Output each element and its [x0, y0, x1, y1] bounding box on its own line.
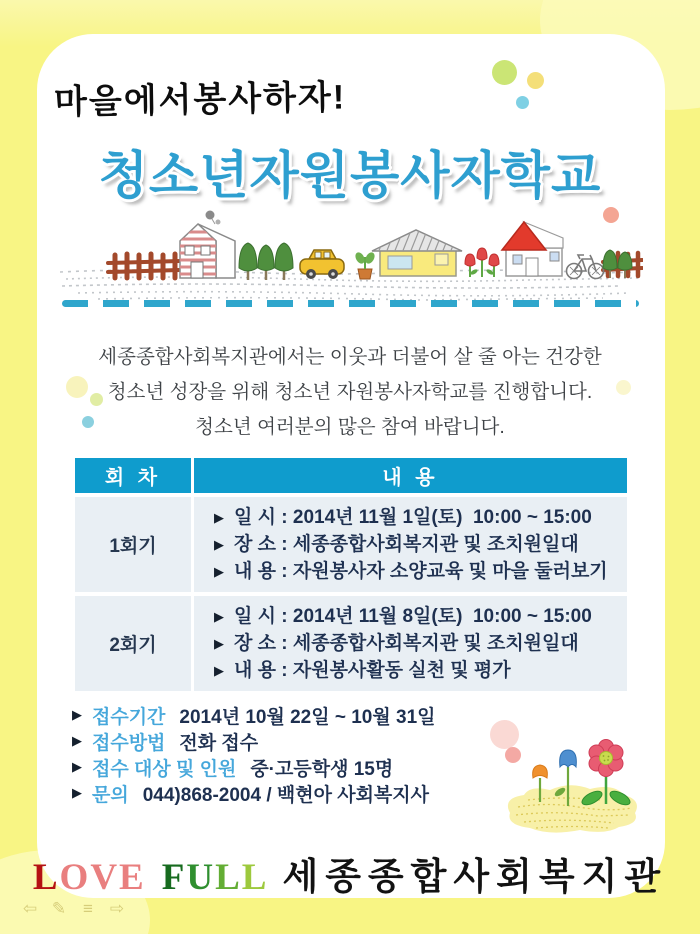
- confetti-dot-icon: [492, 60, 517, 85]
- house-striped-icon: [176, 211, 235, 279]
- header-content-cell: 내 용: [194, 458, 627, 493]
- brand-letter: F: [161, 857, 187, 898]
- table-row: [75, 596, 627, 691]
- bullet-arrow-icon: ▶: [214, 609, 224, 624]
- brand-full-word: [162, 857, 269, 898]
- brand-letter: V: [90, 857, 120, 898]
- bullet-arrow-icon: ▶: [72, 785, 82, 800]
- dashed-divider: [62, 300, 639, 307]
- table-row: [75, 497, 627, 592]
- house-yellow-icon: [372, 228, 462, 276]
- house-redroof-icon: [502, 222, 563, 276]
- schedule-item: ▶ 일 시 : 2014년 11월 1일(토) 10:00 ~ 15:00: [214, 504, 627, 531]
- info-value: 중·고등학생 15명: [250, 758, 394, 780]
- list-item: [72, 728, 436, 754]
- list-item: [72, 780, 436, 806]
- bullet-arrow-icon: ▶: [72, 759, 82, 774]
- info-label: 접수기간: [92, 706, 166, 728]
- bullet-arrow-icon: ▶: [214, 537, 224, 552]
- schedule-table: [75, 458, 627, 691]
- schedule-item: ▶ 내 용 : 자원봉사자 소양교육 및 마을 둘러보기: [214, 558, 627, 585]
- info-value: 2014년 10월 22일 ~ 10월 31일: [179, 706, 436, 728]
- application-info-list: [72, 702, 436, 806]
- menu-icon[interactable]: ≡: [83, 899, 93, 918]
- fence-left-icon: [108, 254, 180, 278]
- intro-line: 세종종합사회복지관에서는 이웃과 더불어 살 줄 아는 건강한: [98, 346, 602, 368]
- viewer-toolbar: [20, 899, 127, 919]
- flower-garden-illustration: [488, 712, 648, 842]
- intro-line: 청소년 성장을 위해 청소년 자원봉사자학교를 진행합니다.: [107, 381, 593, 403]
- session-label: 1회기: [109, 536, 157, 557]
- info-value: 044)868-2004 / 백현아 사회복지사: [142, 784, 429, 806]
- poster-title: 청소년자원봉사자학교: [98, 147, 602, 204]
- schedule-item: ▶ 일 시 : 2014년 11월 8일(토) 10:00 ~ 15:00: [214, 603, 627, 630]
- info-label: 접수 대상 및 인원: [92, 758, 237, 780]
- village-illustration: [58, 210, 643, 302]
- forward-icon[interactable]: ⇨: [109, 899, 125, 918]
- intro-text: [0, 340, 700, 445]
- bullet-arrow-icon: ▶: [214, 564, 224, 579]
- brand-letter: L: [241, 857, 269, 898]
- brand-letter: E: [119, 857, 146, 898]
- bicycle-icon: [567, 255, 604, 279]
- bullet-arrow-icon: ▶: [72, 733, 82, 748]
- poster-tagline: 마을에서봉사하자!: [53, 78, 347, 122]
- header-session-cell: 회 차: [75, 458, 191, 493]
- list-item: [72, 754, 436, 780]
- bullet-arrow-icon: ▶: [214, 636, 224, 651]
- brand-love-word: [33, 857, 146, 898]
- org-name: 세종종합사회복지관: [282, 857, 668, 898]
- potted-plant-icon: [354, 251, 377, 279]
- session-label: 2회기: [109, 635, 157, 656]
- tree-icon: [239, 243, 293, 280]
- confetti-dot-icon: [527, 72, 544, 89]
- brand-letter: L: [215, 857, 242, 898]
- car-icon: [300, 250, 344, 279]
- intro-line: 청소년 여러분의 많은 참여 바랍니다.: [195, 416, 505, 438]
- brand-letter: O: [59, 857, 91, 898]
- info-label: 문의: [92, 784, 129, 806]
- brand-letter: L: [32, 857, 60, 898]
- edit-icon[interactable]: ✎: [51, 899, 67, 918]
- tulips-icon: [465, 248, 499, 277]
- back-icon[interactable]: ⇦: [22, 899, 38, 918]
- red-daisy-icon: [580, 740, 632, 808]
- table-header-row: [75, 458, 627, 493]
- bullet-arrow-icon: ▶: [214, 663, 224, 678]
- bullet-arrow-icon: ▶: [214, 510, 224, 525]
- bullet-arrow-icon: ▶: [72, 707, 82, 722]
- brand-letter: U: [186, 857, 216, 898]
- schedule-item: ▶ 장 소 : 세종종합사회복지관 및 조치원일대: [214, 630, 627, 657]
- list-item: [72, 702, 436, 728]
- confetti-dot-icon: [516, 96, 529, 109]
- footer-brand: [0, 846, 700, 900]
- info-value: 전화 접수: [179, 732, 259, 754]
- schedule-item: ▶ 내 용 : 자원봉사활동 실천 및 평가: [214, 657, 627, 684]
- schedule-item: ▶ 장 소 : 세종종합사회복지관 및 조치원일대: [214, 531, 627, 558]
- info-label: 접수방법: [92, 732, 166, 754]
